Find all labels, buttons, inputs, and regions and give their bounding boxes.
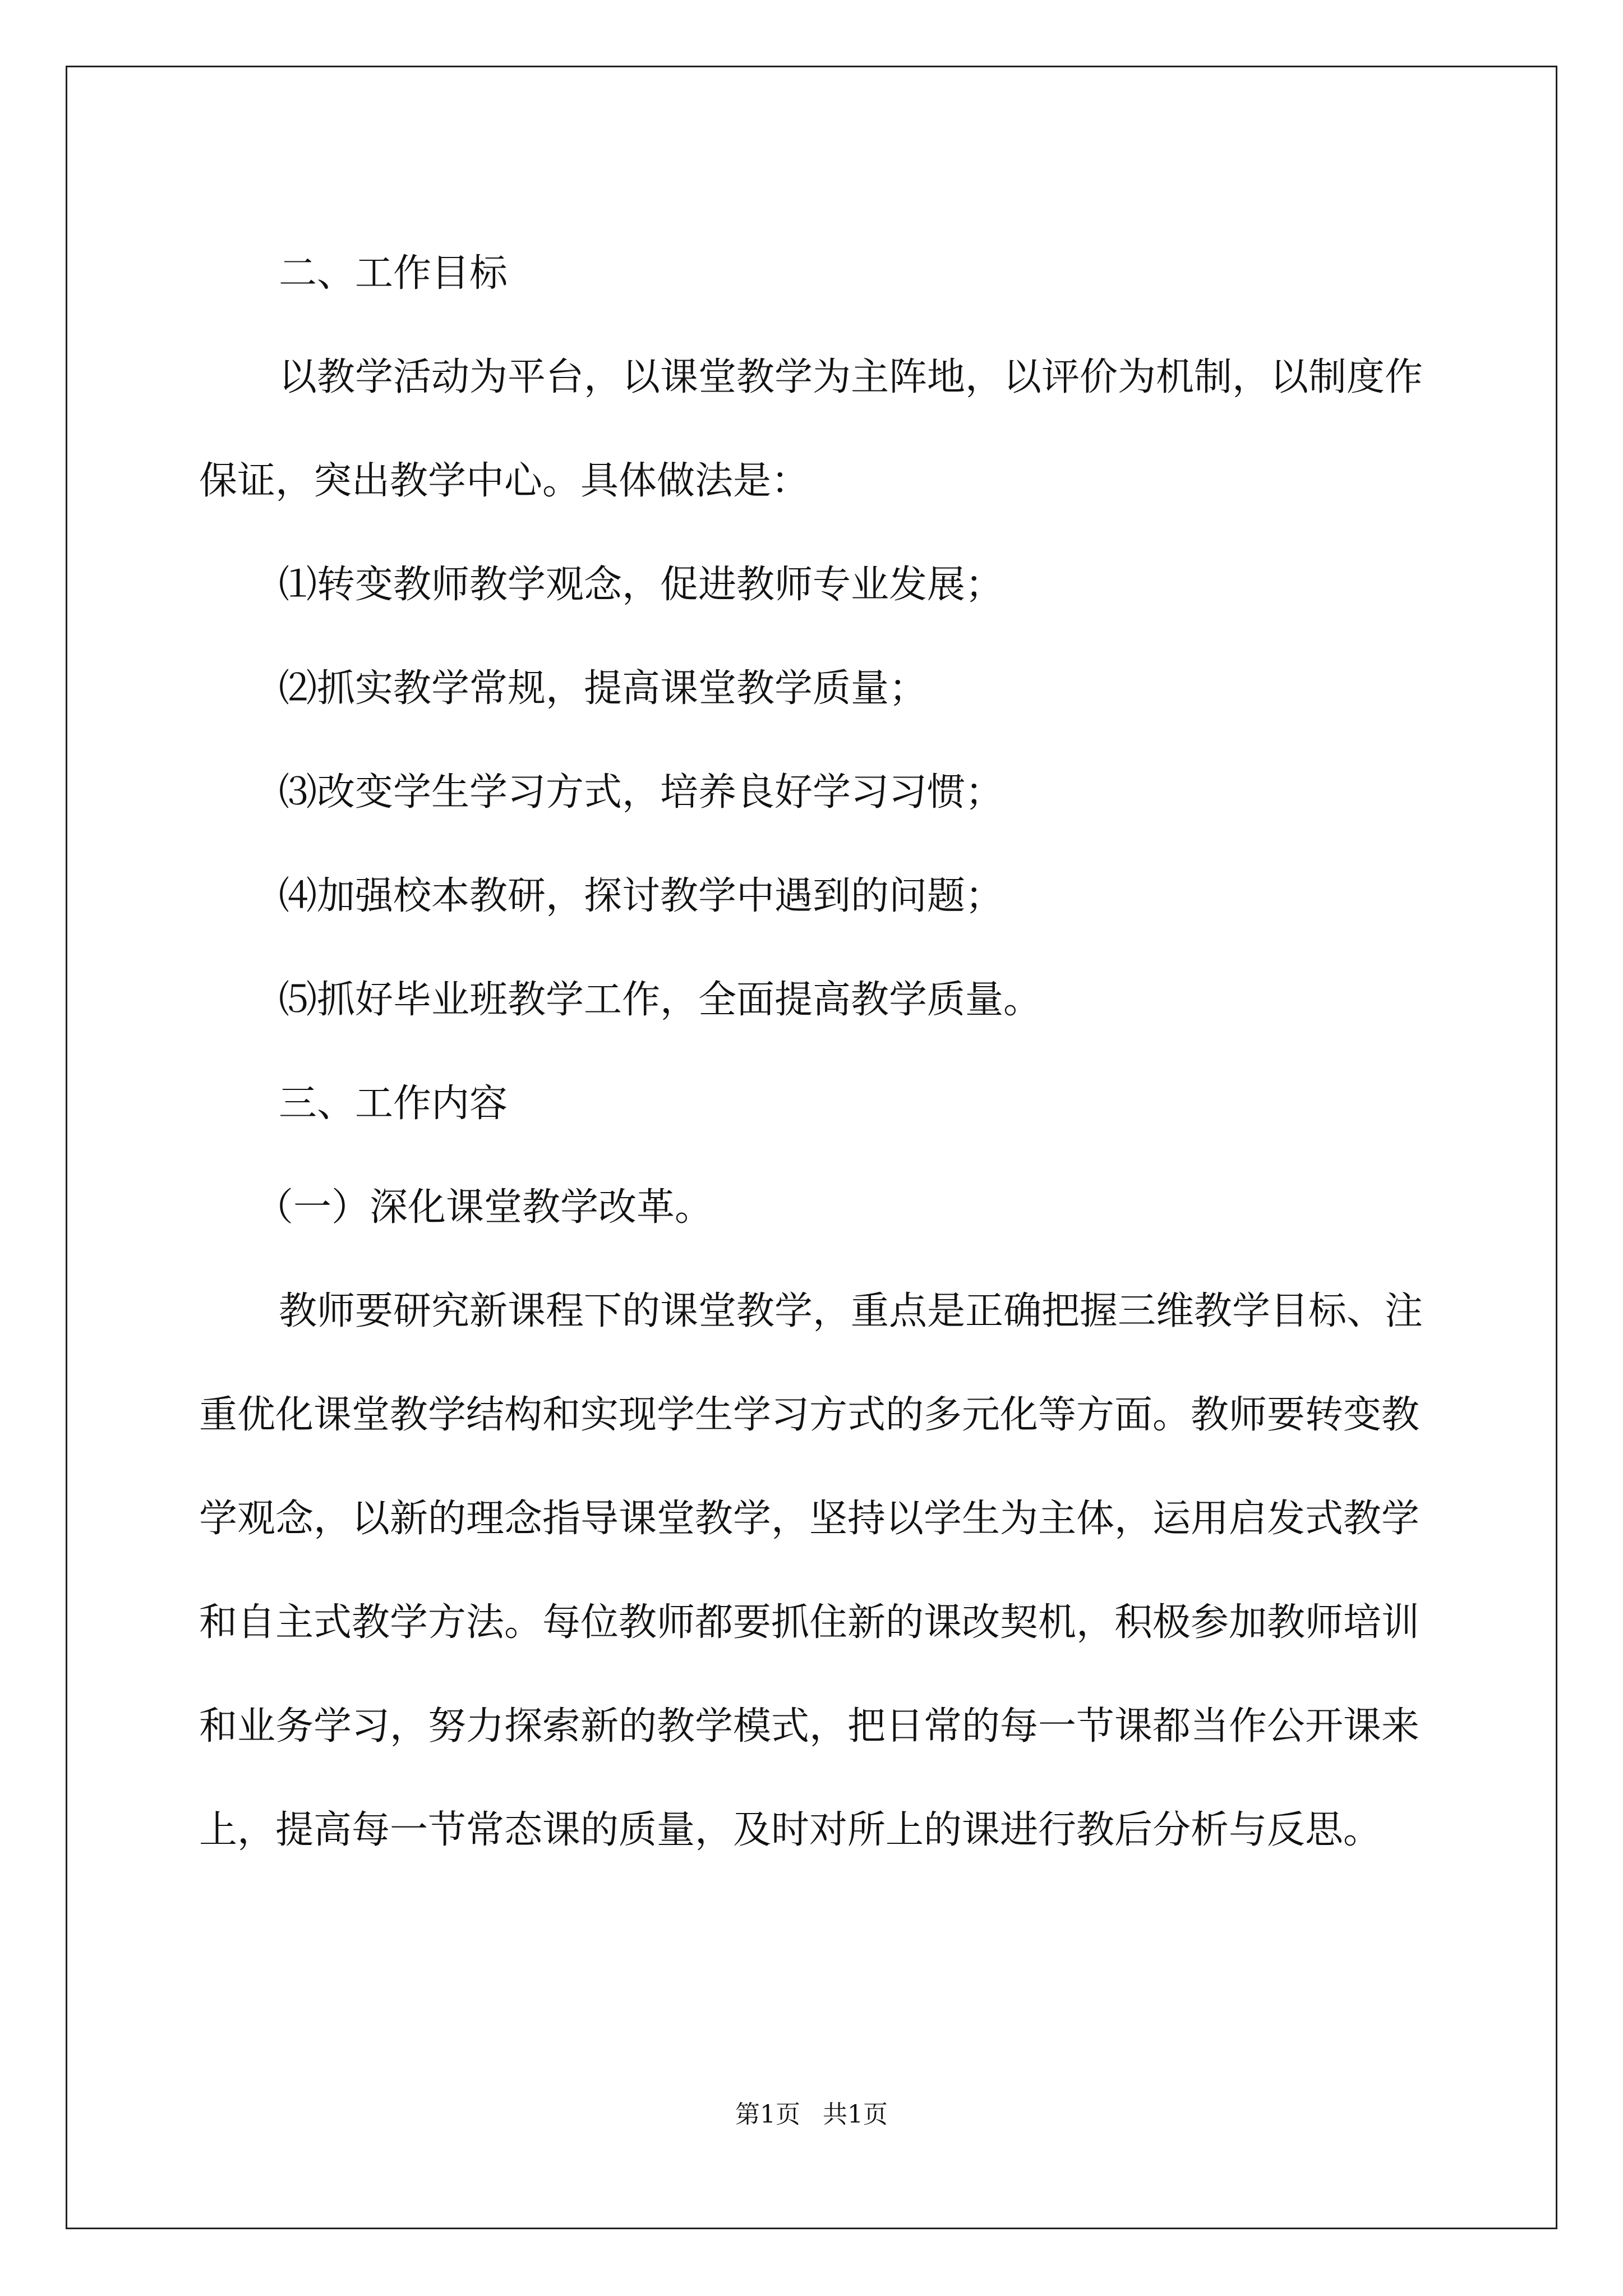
goal-item-3: ⑶改变学生学习方式，培养良好学习习惯； bbox=[279, 770, 1004, 815]
page-total: 共1页 bbox=[823, 2100, 888, 2129]
goal-item-5: ⑸抓好毕业班教学工作，全面提高教学质量。 bbox=[279, 978, 1042, 1022]
section-heading-content: 三、工作内容 bbox=[279, 1082, 508, 1126]
goal-item-4: ⑷加强校本教研，探讨教学中遇到的问题； bbox=[279, 874, 1004, 918]
subsection-heading-reform: （一）深化课堂教学改革。 bbox=[255, 1185, 713, 1230]
reform-body-paragraph: 教师要研究新课程下的课堂教学，重点是正确把握三维教学目标、注重优化课堂教学结构和实现学生学习方式的多元化等方面。教师要转变教学观念，以新的理念指导课堂教学，坚持以学生为主体，运用启发式教学和自主式教学方法。每位教师都要抓住新的课改契机，积极参加教师培训和业务学习，努力探索新的教学模式，把日常的每一节课都当作公开课来上，提高每一节常态课的质量，及时对所上的课进行教后分析与反思。 bbox=[199, 1289, 1423, 1852]
goals-intro-paragraph: 以教学活动为平台，以课堂教学为主阵地，以评价为机制，以制度作保证，突出教学中心。具体做法是： bbox=[199, 355, 1423, 503]
goal-item-2: ⑵抓实教学常规，提高课堂教学质量； bbox=[279, 666, 928, 711]
section-heading-goals: 二、工作目标 bbox=[279, 251, 508, 296]
goal-item-1: ⑴转变教师教学观念，促进教师专业发展； bbox=[279, 563, 1004, 607]
document-body bbox=[199, 222, 1433, 1882]
page-number: 第1页 bbox=[735, 2100, 800, 2129]
page-footer bbox=[0, 2098, 1623, 2132]
